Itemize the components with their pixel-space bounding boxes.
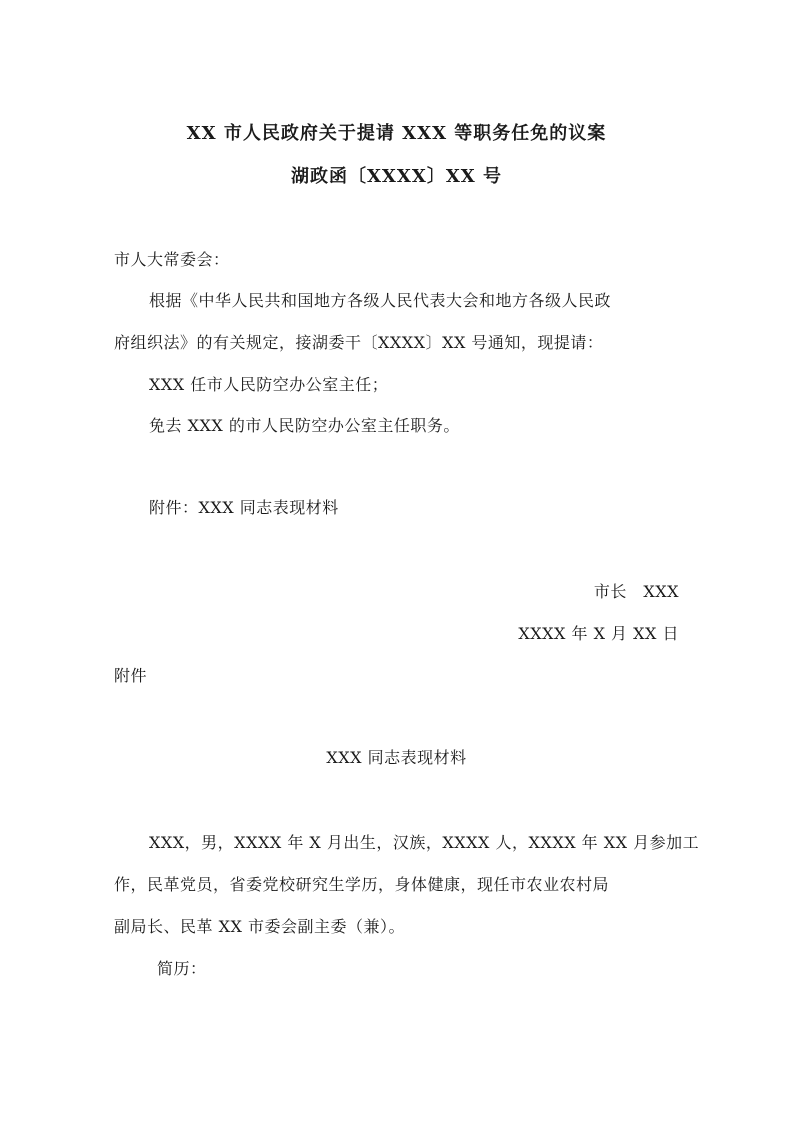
- resume-label: 简历：: [157, 959, 207, 978]
- attachment-label: 附件: [114, 666, 148, 685]
- addressee: 市人大常委会：: [114, 250, 230, 269]
- document-number: 湖政函〔XXXX〕XX 号: [290, 166, 503, 187]
- bio-line-1: XXX，男，XXXX 年 X 月出生，汉族，XXXX 人，XXXX 年 XX 月参加工: [149, 833, 700, 852]
- bio-line-3: 副局长、民革 XX 市委会副主委（兼）。: [114, 917, 405, 936]
- body-paragraph-line-1: 根据《中华人民共和国地方各级人民代表大会和地方各级人民政: [149, 291, 612, 310]
- signature-date: XXXX 年 X 月 XX 日: [518, 624, 679, 643]
- removal-item: 免去 XXX 的市人民防空办公室主任职务。: [149, 416, 460, 435]
- body-paragraph-line-2: 府组织法》的有关规定，接湖委干〔XXXX〕XX 号通知，现提请：: [114, 333, 604, 352]
- bio-line-2: 作，民革党员，省委党校研究生学历，身体健康，现任市农业农村局: [114, 875, 610, 894]
- appointment-item: XXX 任市人民防空办公室主任；: [149, 375, 389, 394]
- proposal-title: XX 市人民政府关于提请 XXX 等职务任免的议案: [186, 123, 607, 144]
- signature: 市长 XXX: [593, 582, 679, 601]
- attachment-note: 附件：XXX 同志表现材料: [149, 498, 339, 517]
- attachment-title: XXX 同志表现材料: [326, 748, 467, 767]
